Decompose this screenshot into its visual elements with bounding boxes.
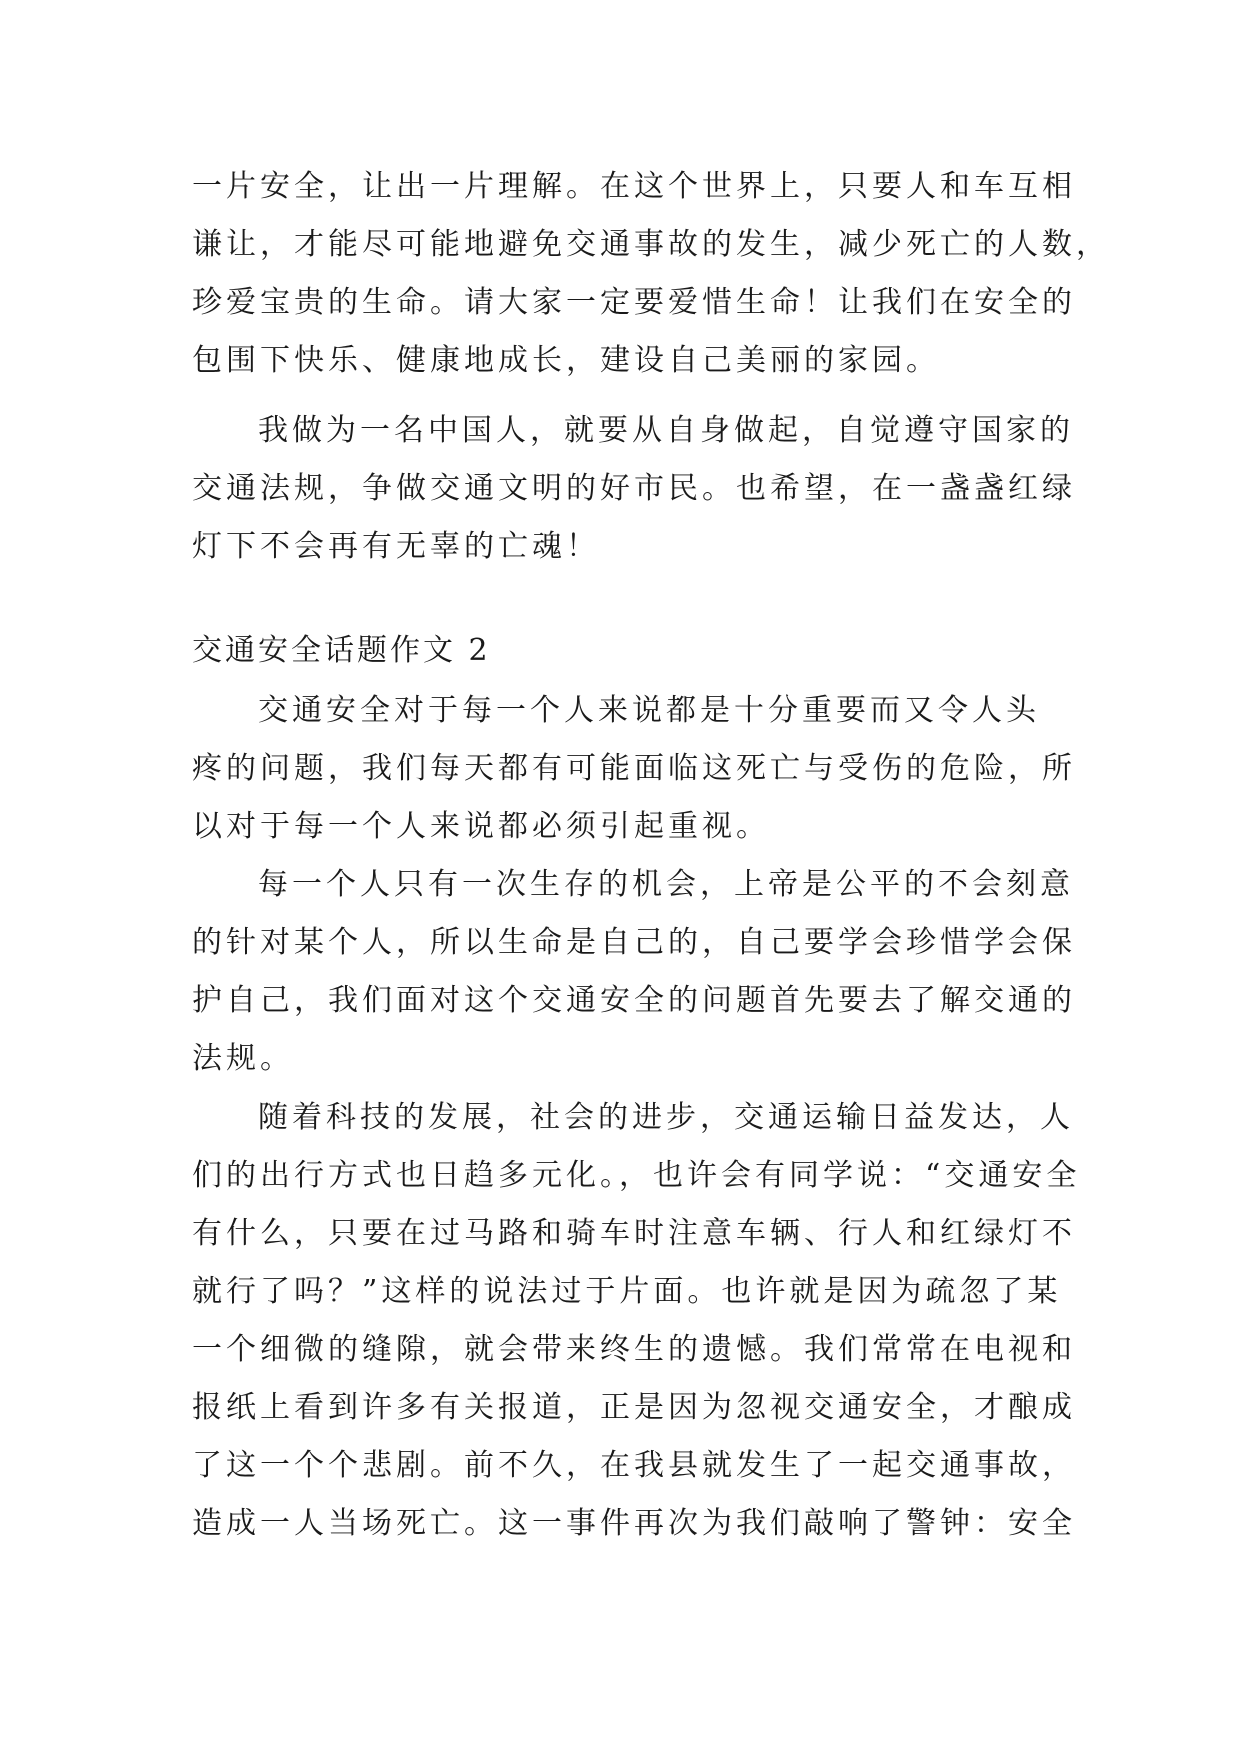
paragraph-1	[192, 158, 1110, 390]
paragraph-line: 交通法规，争做交通文明的好市民。也希望，在一盏盏红绿	[192, 471, 1076, 506]
paragraph-2	[192, 402, 1076, 576]
paragraph-line: 珍爱宝贵的生命。请大家一定要爱惜生命！让我们在安全的	[192, 285, 1076, 320]
paragraph-line: 谦让，才能尽可能地避免交通事故的发生，减少死亡的人数，	[192, 227, 1110, 262]
paragraph-line: 有什么，只要在过马路和骑车时注意车辆、行人和红绿灯不	[192, 1216, 1076, 1251]
paragraph-line: 以对于每一个人来说都必须引起重视。	[192, 809, 770, 844]
paragraph-line: 我做为一名中国人，就要从自身做起，自觉遵守国家的	[258, 413, 1074, 448]
paragraph-5	[192, 1089, 1081, 1553]
paragraph-line: 们的出行方式也日趋多元化。，也许会有同学说：“交通安全	[192, 1158, 1081, 1193]
paragraph-line: 护自己，我们面对这个交通安全的问题首先要去了解交通的	[192, 983, 1076, 1018]
paragraph-line: 了这一个个悲剧。前不久，在我县就发生了一起交通事故，	[192, 1448, 1076, 1483]
section-heading: 交通安全话题作文 2	[192, 633, 491, 668]
paragraph-line: 法规。	[192, 1041, 294, 1076]
paragraph-line: 灯下不会再有无辜的亡魂！	[192, 529, 600, 564]
paragraph-line: 造成一人当场死亡。这一事件再次为我们敲响了警钟：安全	[192, 1506, 1076, 1541]
paragraph-line: 疼的问题，我们每天都有可能面临这死亡与受伤的危险，所	[192, 751, 1076, 786]
paragraph-line: 每一个人只有一次生存的机会，上帝是公平的不会刻意	[258, 867, 1074, 902]
paragraph-line: 随着科技的发展，社会的进步，交通运输日益发达，人	[258, 1100, 1074, 1135]
paragraph-line: 一个细微的缝隙，就会带来终生的遗憾。我们常常在电视和	[192, 1332, 1076, 1367]
paragraph-line: 包围下快乐、健康地成长，建设自己美丽的家园。	[192, 343, 940, 378]
paragraph-line: 交通安全对于每一个人来说都是十分重要而又令人头	[258, 693, 1040, 728]
paragraph-line: 一片安全，让出一片理解。在这个世界上，只要人和车互相	[192, 169, 1076, 204]
paragraph-line: 的针对某个人，所以生命是自己的，自己要学会珍惜学会保	[192, 925, 1076, 960]
paragraph-3	[192, 682, 1076, 856]
paragraph-4	[192, 856, 1076, 1088]
paragraph-line: 报纸上看到许多有关报道，正是因为忽视交通安全，才酿成	[192, 1390, 1076, 1425]
paragraph-line: 就行了吗？”这样的说法过于片面。也许就是因为疏忽了某	[192, 1274, 1062, 1309]
